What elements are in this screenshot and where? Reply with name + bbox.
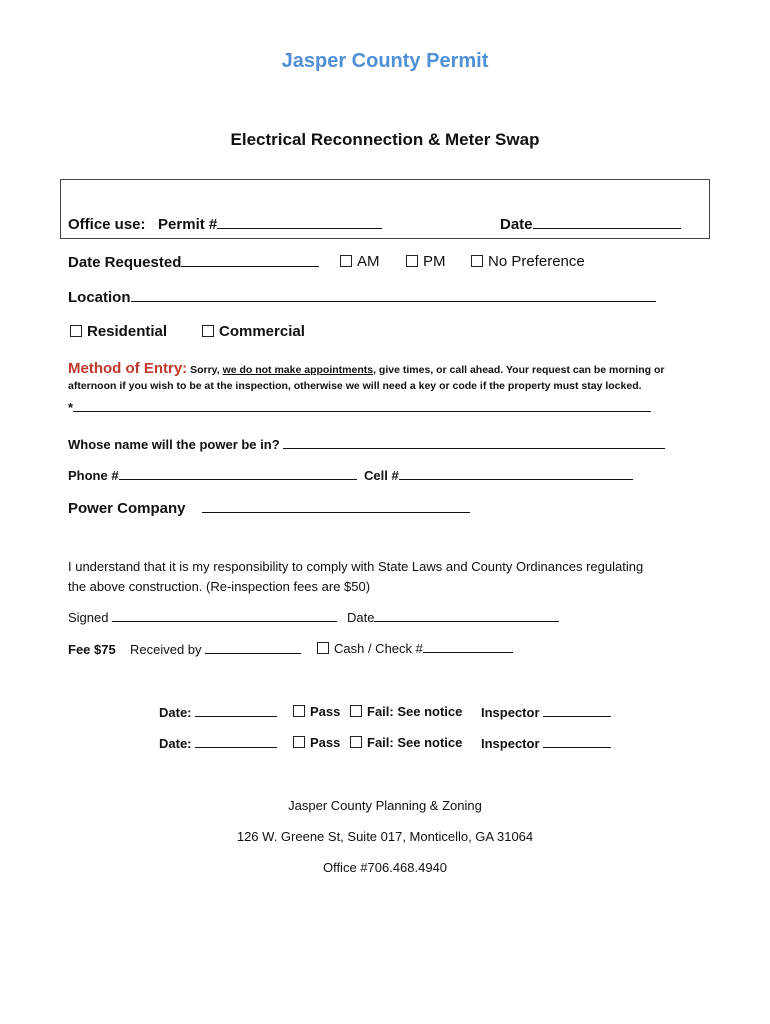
phone-row — [68, 468, 357, 483]
date-requested-row — [68, 254, 319, 271]
power-company-label: Power Company — [68, 500, 186, 517]
date-requested-label: Date Requested — [68, 254, 182, 271]
am-label: AM — [357, 253, 380, 270]
fail-label: Fail: See notice — [367, 735, 463, 750]
pass-option-1[interactable] — [293, 704, 340, 719]
office-date-row — [500, 216, 681, 233]
power-name-label: Whose name will the power be in? — [68, 437, 280, 452]
office-use-row — [68, 216, 382, 233]
pass-checkbox[interactable] — [293, 705, 305, 717]
inspector-row-1 — [481, 705, 611, 720]
power-company-field[interactable] — [202, 511, 470, 513]
method-of-entry-line1 — [68, 360, 664, 377]
pass-label: Pass — [310, 735, 341, 750]
inspection-date-row-2 — [159, 736, 277, 751]
received-by-row — [130, 642, 301, 657]
cell-row — [364, 468, 633, 483]
inspection-date-row-1 — [159, 705, 277, 720]
inspection-date-field[interactable] — [195, 715, 277, 717]
statement-line1: I understand that it is my responsibility to comply with State Laws and County Ordinances regulating — [68, 559, 644, 574]
location-row — [68, 289, 656, 306]
method-of-entry-line2: afternoon if you wish to be at the inspection, otherwise we will need a key or code if the property must stay locked. — [68, 380, 642, 392]
fail-option-2[interactable] — [350, 735, 462, 750]
cell-label: Cell # — [364, 468, 399, 483]
fail-label: Fail: See notice — [367, 704, 463, 719]
received-by-field[interactable] — [205, 652, 301, 654]
pm-label: PM — [423, 253, 446, 270]
form-subtitle: Electrical Reconnection & Meter Swap — [230, 130, 540, 149]
cash-check-label: Cash / Check # — [334, 641, 423, 656]
power-name-field[interactable] — [283, 447, 665, 449]
commercial-checkbox[interactable] — [202, 325, 214, 337]
residential-option[interactable] — [70, 323, 167, 340]
inspection-date-label: Date: — [159, 736, 192, 751]
signed-date-row — [347, 610, 559, 625]
inspector-label: Inspector — [481, 705, 540, 720]
power-name-row — [68, 437, 665, 452]
footer-address: 126 W. Greene St, Suite 017, Monticello, GA 31064 — [236, 829, 534, 844]
no-preference-option[interactable] — [471, 253, 585, 270]
location-field[interactable] — [131, 300, 656, 302]
signed-row — [68, 610, 337, 625]
inspector-field[interactable] — [543, 746, 611, 748]
fail-option-1[interactable] — [350, 704, 462, 719]
location-label: Location — [68, 289, 131, 306]
inspection-date-label: Date: — [159, 705, 192, 720]
page-title: Jasper County Permit — [281, 50, 489, 72]
signed-date-field[interactable] — [374, 620, 559, 622]
pm-checkbox[interactable] — [406, 255, 418, 267]
pass-option-2[interactable] — [293, 735, 340, 750]
entry-instructions-row — [68, 400, 651, 415]
signed-date-label: Date — [347, 610, 375, 625]
inspection-date-field[interactable] — [195, 746, 277, 748]
date-requested-field[interactable] — [181, 265, 319, 267]
cash-check-checkbox[interactable] — [317, 642, 329, 654]
asterisk-marker: * — [68, 400, 74, 415]
phone-label: Phone # — [68, 468, 119, 483]
cell-field[interactable] — [399, 478, 633, 480]
no-preference-label: No Preference — [488, 253, 585, 270]
permit-number-field[interactable] — [217, 227, 382, 229]
inspector-row-2 — [481, 736, 611, 751]
no-appointments-text: we do not make appointments — [222, 364, 374, 376]
fail-checkbox[interactable] — [350, 705, 362, 717]
office-date-label: Date — [500, 216, 533, 233]
signature-field[interactable] — [112, 620, 337, 622]
received-by-label: Received by — [130, 642, 202, 657]
statement-line2: the above construction. (Re-inspection fees are $50) — [68, 579, 371, 594]
entry-instructions-field[interactable] — [73, 410, 651, 412]
fee-label: Fee $75 — [68, 642, 116, 657]
inspector-field[interactable] — [543, 715, 611, 717]
footer-office-phone: Office #706.468.4940 — [322, 860, 448, 875]
cash-check-option[interactable] — [317, 641, 513, 656]
am-checkbox[interactable] — [340, 255, 352, 267]
check-number-field[interactable] — [423, 651, 513, 653]
signed-label: Signed — [68, 610, 109, 625]
am-option[interactable] — [340, 253, 380, 270]
residential-checkbox[interactable] — [70, 325, 82, 337]
footer-department: Jasper County Planning & Zoning — [288, 798, 482, 813]
residential-label: Residential — [87, 323, 168, 340]
fail-checkbox[interactable] — [350, 736, 362, 748]
pass-checkbox[interactable] — [293, 736, 305, 748]
commercial-label: Commercial — [219, 323, 305, 340]
no-preference-checkbox[interactable] — [471, 255, 483, 267]
pass-label: Pass — [310, 704, 341, 719]
office-use-label: Office use: — [68, 216, 146, 233]
pm-option[interactable] — [406, 253, 446, 270]
power-company-row — [68, 500, 470, 517]
method-of-entry-text-before: Sorry, — [190, 364, 223, 376]
phone-field[interactable] — [119, 478, 357, 480]
commercial-option[interactable] — [202, 323, 305, 340]
permit-label: Permit # — [158, 216, 218, 233]
method-of-entry-text-after: , give times, or call ahead. Your request can be morning or — [373, 364, 665, 376]
method-of-entry-label: Method of Entry: — [68, 360, 188, 377]
inspector-label: Inspector — [481, 736, 540, 751]
office-date-field[interactable] — [533, 227, 681, 229]
